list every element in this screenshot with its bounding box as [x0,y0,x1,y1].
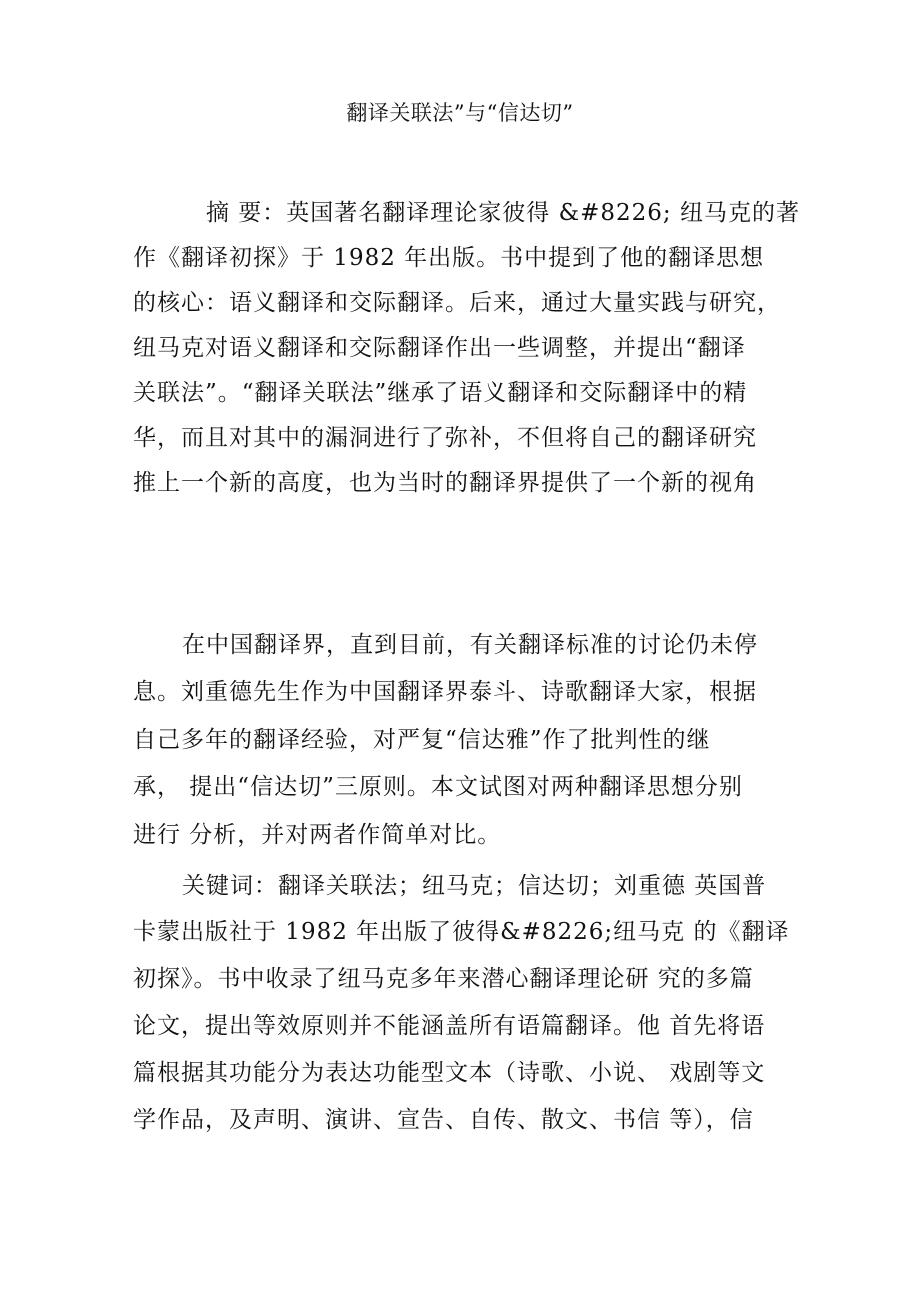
paragraph-line: 论文，提出等效原则并不能涵盖所有语篇翻译。他 首先将语 [133,1013,766,1039]
abstract-line: 关联法”。“翻译关联法”继承了语义翻译和交际翻译中的精 [133,380,748,406]
paragraph-line: 自己多年的翻译经验，对严复“信达雅”作了批判性的继 [133,727,711,753]
abstract-line: 作《翻译初探》于 1982 年出版。书中提到了他的翻译思想 [133,245,765,271]
paragraph-line: 学作品，及声明、演讲、宣告、自传、散文、书信 等），信 [133,1107,754,1133]
keywords-line: 关键词：翻译关联法；纽马克；信达切；刘重德 英国普 [182,873,767,899]
paragraph-line: 承， 提出“信达切”三原则。本文试图对两种翻译思想分别 [133,774,743,800]
abstract-line: 华，而且对其中的漏洞进行了弥补，不但将自己的翻译研究 [133,425,757,451]
paragraph-line: 在中国翻译界，直到目前，有关翻译标准的讨论仍未停 [182,632,758,658]
paragraph-line: 初探》。书中收录了纽马克多年来潜心翻译理论研 究的多篇 [133,966,754,992]
abstract-line: 摘 要：英国著名翻译理论家彼得 &#8226; 纽马克的著 [206,200,800,226]
abstract-line: 的核心：语义翻译和交际翻译。后来，通过大量实践与研究， [133,290,781,316]
paragraph-line: 篇根据其功能分为表达功能型文本（诗歌、小说、 戏剧等文 [133,1060,766,1086]
paragraph-line: 卡蒙出版社于 1982 年出版了彼得&#8226;纽马克 的《翻译 [133,919,790,945]
abstract-line: 纽马克对语义翻译和交际翻译作出一些调整，并提出“翻译 [133,335,746,361]
document-title: 翻译关联法”与“信达切” [346,101,574,125]
paragraph-line: 进行 分析，并对两者作简单对比。 [133,822,502,848]
paragraph-line: 息。刘重德先生作为中国翻译界泰斗、诗歌翻译大家，根据 [133,679,757,705]
abstract-line: 推上一个新的高度，也为当时的翻译界提供了一个新的视角 [133,470,757,496]
